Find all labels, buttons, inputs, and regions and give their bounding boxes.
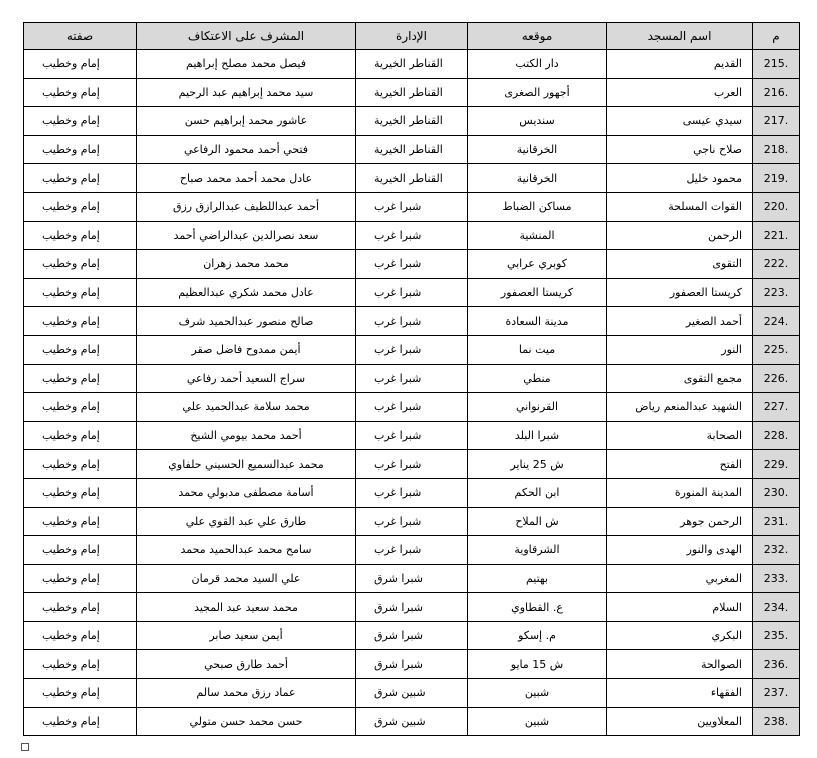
administration-cell: شبرا شرق xyxy=(356,621,468,650)
row-number-cell: 217. xyxy=(753,107,800,136)
mosque-name-cell: الشهيد عبدالمنعم رياض xyxy=(607,393,753,422)
administration-cell: شبرا غرب xyxy=(356,507,468,536)
header-role: صفته xyxy=(24,23,137,50)
mosque-name-cell: الصحابة xyxy=(607,421,753,450)
location-cell: الخرقانية xyxy=(468,135,607,164)
supervisor-cell: أحمد محمد بيومي الشيخ xyxy=(137,421,356,450)
mosque-name-cell: القوات المسلحة xyxy=(607,192,753,221)
role-cell: إمام وخطيب xyxy=(24,221,137,250)
location-cell: مدينة السعادة xyxy=(468,307,607,336)
row-number-cell: 235. xyxy=(753,621,800,650)
role-cell: إمام وخطيب xyxy=(24,536,137,565)
role-cell: إمام وخطيب xyxy=(24,650,137,679)
supervisor-cell: علي السيد محمد قرمان xyxy=(137,564,356,593)
mosque-name-cell: مجمع التقوى xyxy=(607,364,753,393)
administration-cell: شبرا غرب xyxy=(356,450,468,479)
role-cell: إمام وخطيب xyxy=(24,478,137,507)
role-cell: إمام وخطيب xyxy=(24,50,137,79)
row-number-cell: 228. xyxy=(753,421,800,450)
supervisor-cell: حسن محمد حسن متولي xyxy=(137,707,356,736)
location-cell: ش 25 يناير xyxy=(468,450,607,479)
table-row xyxy=(24,278,800,307)
row-number-cell: 229. xyxy=(753,450,800,479)
mosques-table xyxy=(23,22,800,736)
role-cell: إمام وخطيب xyxy=(24,135,137,164)
location-cell: مساكن الضباط xyxy=(468,192,607,221)
administration-cell: شبرا غرب xyxy=(356,478,468,507)
header-administration: الإدارة xyxy=(356,23,468,50)
mosque-name-cell: كريستا العصفور xyxy=(607,278,753,307)
supervisor-cell: أيمن ممدوح فاضل صقر xyxy=(137,335,356,364)
table-row xyxy=(24,107,800,136)
role-cell: إمام وخطيب xyxy=(24,507,137,536)
row-number-cell: 237. xyxy=(753,679,800,708)
supervisor-cell: فتحي أحمد محمود الرفاعي xyxy=(137,135,356,164)
table-row xyxy=(24,164,800,193)
row-number-cell: 227. xyxy=(753,393,800,422)
role-cell: إمام وخطيب xyxy=(24,192,137,221)
table-row xyxy=(24,650,800,679)
location-cell: ش 15 مايو xyxy=(468,650,607,679)
mosque-name-cell: النور xyxy=(607,335,753,364)
header-num: م xyxy=(753,23,800,50)
row-number-cell: 236. xyxy=(753,650,800,679)
administration-cell: شبرا شرق xyxy=(356,593,468,622)
administration-cell: شبرا شرق xyxy=(356,564,468,593)
row-number-cell: 223. xyxy=(753,278,800,307)
supervisor-cell: محمد سعيد عبد المجيد xyxy=(137,593,356,622)
role-cell: إمام وخطيب xyxy=(24,307,137,336)
mosque-name-cell: المعلاويين xyxy=(607,707,753,736)
supervisor-cell: محمد سلامة عبدالحميد علي xyxy=(137,393,356,422)
location-cell: شبين xyxy=(468,707,607,736)
role-cell: إمام وخطيب xyxy=(24,679,137,708)
mosque-name-cell: التقوى xyxy=(607,250,753,279)
administration-cell: شبرا غرب xyxy=(356,278,468,307)
row-number-cell: 231. xyxy=(753,507,800,536)
row-number-cell: 222. xyxy=(753,250,800,279)
location-cell: دار الكتب xyxy=(468,50,607,79)
row-number-cell: 221. xyxy=(753,221,800,250)
header-supervisor: المشرف على الاعتكاف xyxy=(137,23,356,50)
role-cell: إمام وخطيب xyxy=(24,364,137,393)
role-cell: إمام وخطيب xyxy=(24,564,137,593)
mosque-name-cell: المدينة المنورة xyxy=(607,478,753,507)
supervisor-cell: سامح محمد عبدالحميد محمد xyxy=(137,536,356,565)
role-cell: إمام وخطيب xyxy=(24,250,137,279)
location-cell: ميت نما xyxy=(468,335,607,364)
administration-cell: شبرا غرب xyxy=(356,307,468,336)
mosque-name-cell: الرحمن xyxy=(607,221,753,250)
supervisor-cell: محمد عبدالسميع الحسيني حلفاوي xyxy=(137,450,356,479)
table-row xyxy=(24,393,800,422)
row-number-cell: 215. xyxy=(753,50,800,79)
supervisor-cell: صالح منصور عبدالحميد شرف xyxy=(137,307,356,336)
document-sheet xyxy=(23,22,799,736)
administration-cell: شبرا غرب xyxy=(356,221,468,250)
supervisor-cell: طارق علي عبد القوي علي xyxy=(137,507,356,536)
location-cell: سنديس xyxy=(468,107,607,136)
administration-cell: شبين شرق xyxy=(356,679,468,708)
mosque-name-cell: السلام xyxy=(607,593,753,622)
table-row xyxy=(24,478,800,507)
location-cell: ش الملاح xyxy=(468,507,607,536)
location-cell: ابن الحكم xyxy=(468,478,607,507)
administration-cell: شبرا غرب xyxy=(356,536,468,565)
table-body xyxy=(24,50,800,736)
role-cell: إمام وخطيب xyxy=(24,450,137,479)
supervisor-cell: أسامة مصطفى مدبولي محمد xyxy=(137,478,356,507)
row-number-cell: 238. xyxy=(753,707,800,736)
mosque-name-cell: القديم xyxy=(607,50,753,79)
row-number-cell: 220. xyxy=(753,192,800,221)
mosque-name-cell: الهدى والنور xyxy=(607,536,753,565)
location-cell: كريستا العصفور xyxy=(468,278,607,307)
header-mosque-name: اسم المسجد xyxy=(607,23,753,50)
supervisor-cell: أيمن سعيد صابر xyxy=(137,621,356,650)
supervisor-cell: أحمد طارق صبحي xyxy=(137,650,356,679)
supervisor-cell: أحمد عبداللطيف عبدالرازق رزق xyxy=(137,192,356,221)
row-number-cell: 233. xyxy=(753,564,800,593)
row-number-cell: 234. xyxy=(753,593,800,622)
role-cell: إمام وخطيب xyxy=(24,593,137,622)
supervisor-cell: عاشور محمد إبراهيم حسن xyxy=(137,107,356,136)
role-cell: إمام وخطيب xyxy=(24,421,137,450)
role-cell: إمام وخطيب xyxy=(24,78,137,107)
mosque-name-cell: سيدي عيسى xyxy=(607,107,753,136)
header-location: موقعه xyxy=(468,23,607,50)
location-cell: أجهور الصغرى xyxy=(468,78,607,107)
role-cell: إمام وخطيب xyxy=(24,164,137,193)
row-number-cell: 226. xyxy=(753,364,800,393)
table-row xyxy=(24,507,800,536)
location-cell: منطي xyxy=(468,364,607,393)
table-row xyxy=(24,192,800,221)
location-cell: المنشية xyxy=(468,221,607,250)
mosque-name-cell: الرحمن جوهر xyxy=(607,507,753,536)
row-number-cell: 232. xyxy=(753,536,800,565)
administration-cell: شبرا غرب xyxy=(356,335,468,364)
table-row xyxy=(24,50,800,79)
administration-cell: القناطر الخيرية xyxy=(356,107,468,136)
mosque-name-cell: العرب xyxy=(607,78,753,107)
administration-cell: شبرا غرب xyxy=(356,250,468,279)
location-cell: الشرقاوية xyxy=(468,536,607,565)
table-row xyxy=(24,421,800,450)
table-row xyxy=(24,707,800,736)
table-row xyxy=(24,450,800,479)
table-row xyxy=(24,250,800,279)
table-row xyxy=(24,593,800,622)
supervisor-cell: فيصل محمد مصلح إبراهيم xyxy=(137,50,356,79)
paragraph-end-marker xyxy=(21,743,29,751)
row-number-cell: 225. xyxy=(753,335,800,364)
mosque-name-cell: البكري xyxy=(607,621,753,650)
supervisor-cell: عماد رزق محمد سالم xyxy=(137,679,356,708)
location-cell: القرنواني xyxy=(468,393,607,422)
table-row xyxy=(24,679,800,708)
mosque-name-cell: الفقهاء xyxy=(607,679,753,708)
mosque-name-cell: الصوالحة xyxy=(607,650,753,679)
row-number-cell: 230. xyxy=(753,478,800,507)
supervisor-cell: محمد محمد زهران xyxy=(137,250,356,279)
administration-cell: شبرا غرب xyxy=(356,421,468,450)
supervisor-cell: سعد نصرالدين عبدالراضي أحمد xyxy=(137,221,356,250)
location-cell: ع. القطاوي xyxy=(468,593,607,622)
administration-cell: القناطر الخيرية xyxy=(356,78,468,107)
location-cell: م. إسكو xyxy=(468,621,607,650)
location-cell: شبرا البلد xyxy=(468,421,607,450)
administration-cell: شبرا شرق xyxy=(356,650,468,679)
location-cell: بهتيم xyxy=(468,564,607,593)
table-row xyxy=(24,621,800,650)
administration-cell: شبين شرق xyxy=(356,707,468,736)
role-cell: إمام وخطيب xyxy=(24,393,137,422)
role-cell: إمام وخطيب xyxy=(24,707,137,736)
location-cell: الخرقانية xyxy=(468,164,607,193)
supervisor-cell: عادل محمد شكري عبدالعظيم xyxy=(137,278,356,307)
administration-cell: القناطر الخيرية xyxy=(356,135,468,164)
location-cell: كوبري عرابي xyxy=(468,250,607,279)
table-row xyxy=(24,307,800,336)
row-number-cell: 216. xyxy=(753,78,800,107)
header-row xyxy=(24,23,800,50)
role-cell: إمام وخطيب xyxy=(24,335,137,364)
supervisor-cell: سيد محمد إبراهيم عبد الرحيم xyxy=(137,78,356,107)
administration-cell: القناطر الخيرية xyxy=(356,164,468,193)
supervisor-cell: سراج السعيد أحمد رفاعي xyxy=(137,364,356,393)
table-row xyxy=(24,78,800,107)
administration-cell: شبرا غرب xyxy=(356,364,468,393)
mosque-name-cell: أحمد الصغير xyxy=(607,307,753,336)
table-row xyxy=(24,536,800,565)
table-row xyxy=(24,335,800,364)
role-cell: إمام وخطيب xyxy=(24,107,137,136)
mosque-name-cell: محمود خليل xyxy=(607,164,753,193)
mosque-name-cell: الفتح xyxy=(607,450,753,479)
administration-cell: القناطر الخيرية xyxy=(356,50,468,79)
role-cell: إمام وخطيب xyxy=(24,278,137,307)
mosque-name-cell: المغربي xyxy=(607,564,753,593)
table-row xyxy=(24,135,800,164)
location-cell: شبين xyxy=(468,679,607,708)
supervisor-cell: عادل محمد أحمد محمد صباح xyxy=(137,164,356,193)
row-number-cell: 224. xyxy=(753,307,800,336)
row-number-cell: 218. xyxy=(753,135,800,164)
row-number-cell: 219. xyxy=(753,164,800,193)
table-row xyxy=(24,364,800,393)
role-cell: إمام وخطيب xyxy=(24,621,137,650)
table-row xyxy=(24,564,800,593)
table-row xyxy=(24,221,800,250)
mosque-name-cell: صلاح ناجي xyxy=(607,135,753,164)
administration-cell: شبرا غرب xyxy=(356,192,468,221)
administration-cell: شبرا غرب xyxy=(356,393,468,422)
